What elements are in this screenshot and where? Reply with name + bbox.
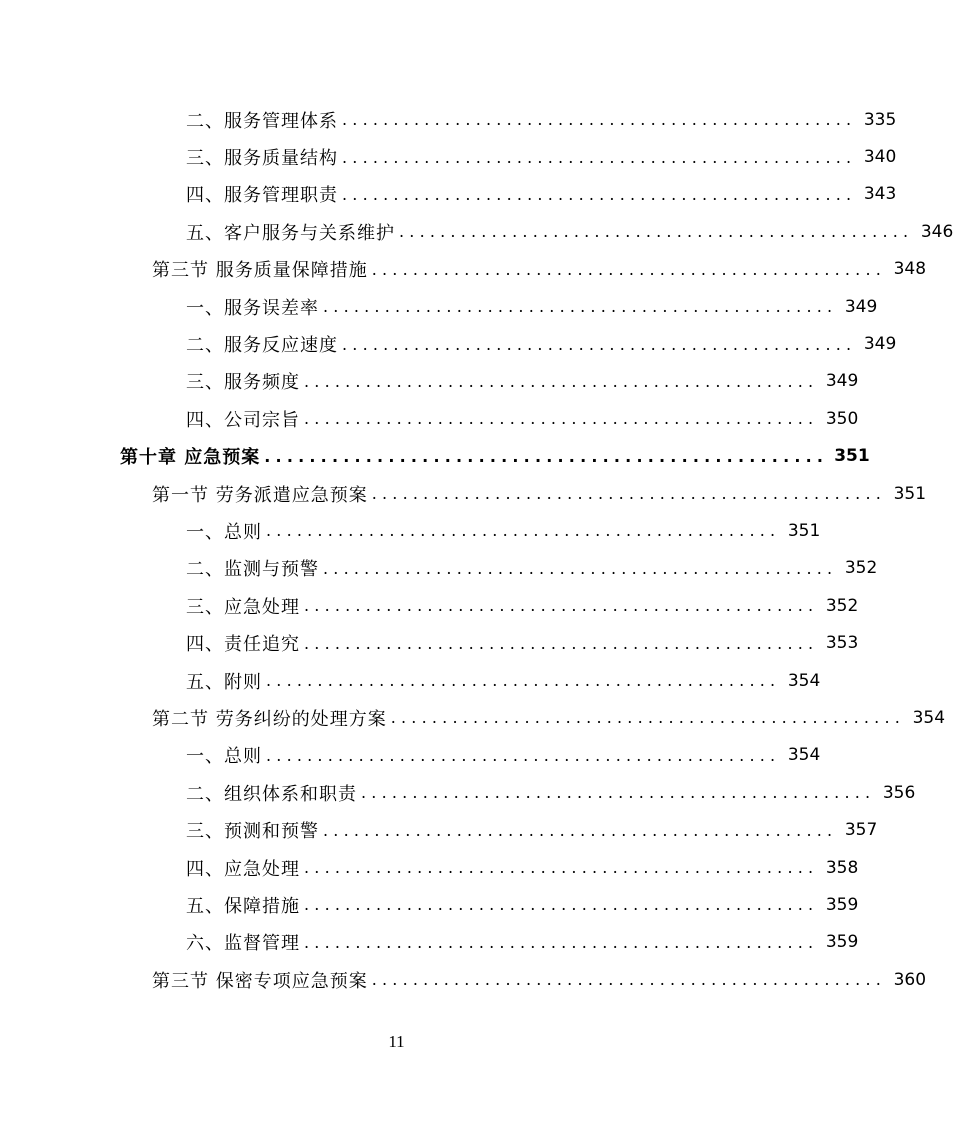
dot-leader: ..................................................	[304, 409, 819, 429]
toc-entry-page: 359	[825, 894, 859, 915]
toc-entry-title: 五、客户服务与关系维护	[186, 222, 395, 244]
dot-leader: ..................................................	[342, 184, 857, 204]
dot-leader: ..................................................	[371, 484, 887, 504]
dot-leader: ..................................................	[323, 558, 838, 578]
toc-entry-title: 四、应急处理	[186, 858, 300, 880]
toc-entry-title: 第三节 保密专项应急预案	[152, 970, 368, 992]
toc-entry-title: 一、服务误差率	[186, 297, 319, 319]
dot-leader: ..................................................	[323, 297, 838, 317]
toc-entry-page: 351	[834, 446, 870, 467]
toc-entry[interactable]	[0, 213, 953, 250]
toc-entry-page: 349	[863, 334, 897, 355]
toc-entry-title: 第三节 服务质量保障措施	[152, 260, 368, 282]
toc-entry-title: 一、总则	[186, 746, 262, 768]
toc-entry-page: 346	[920, 221, 953, 242]
toc-entry-title: 二、服务反应速度	[186, 335, 338, 357]
table-of-contents	[0, 101, 953, 998]
toc-entry-page: 351	[787, 520, 821, 541]
dot-leader: ..................................................	[342, 110, 857, 130]
toc-entry-title: 四、公司宗旨	[186, 409, 300, 431]
toc-section-entry[interactable]	[0, 699, 946, 736]
dot-leader: ..................................................	[304, 371, 819, 391]
toc-entry-page: 335	[863, 109, 897, 130]
dot-leader: ..................................................	[304, 596, 819, 616]
toc-entry[interactable]	[0, 774, 916, 811]
toc-entry-title: 第十章 应急预案	[120, 447, 261, 469]
dot-leader: ..................................................	[390, 708, 906, 728]
dot-leader: ..................................................	[342, 334, 857, 354]
toc-entry-page: 357	[844, 820, 878, 841]
toc-section-entry[interactable]	[0, 961, 927, 998]
toc-entry-page: 359	[825, 932, 859, 953]
toc-entry[interactable]	[0, 363, 859, 400]
dot-leader: ..................................................	[371, 259, 887, 279]
toc-entry-title: 三、服务质量结构	[186, 148, 338, 170]
toc-entry[interactable]	[0, 624, 859, 661]
toc-entry[interactable]	[0, 849, 859, 886]
toc-entry-page: 360	[893, 969, 927, 990]
dot-leader: ..................................................	[304, 858, 819, 877]
toc-entry-page: 353	[825, 633, 859, 654]
dot-leader: ..................................................	[304, 895, 819, 915]
toc-entry[interactable]	[0, 811, 878, 848]
toc-entry[interactable]	[0, 400, 859, 437]
toc-entry-page: 352	[844, 558, 878, 579]
toc-entry[interactable]	[0, 550, 878, 587]
dot-leader: ..................................................	[304, 932, 819, 952]
toc-entry-page: 349	[844, 296, 878, 317]
page-number: 11	[388, 1032, 405, 1051]
dot-leader: ..................................................	[266, 521, 781, 541]
toc-entry-title: 第一节 劳务派遣应急预案	[152, 484, 368, 506]
toc-entry-title: 二、组织体系和职责	[186, 783, 357, 805]
toc-section-entry[interactable]	[0, 475, 927, 512]
toc-entry-page: 340	[863, 147, 897, 168]
dot-leader: ..................................................	[371, 970, 887, 990]
toc-entry[interactable]	[0, 886, 859, 923]
dot-leader: ..................................................	[361, 783, 876, 803]
dot-leader: ..................................................	[264, 446, 829, 466]
toc-entry-title: 四、服务管理职责	[186, 185, 338, 207]
toc-entry-page: 354	[787, 670, 821, 691]
toc-entry-title: 二、监测与预警	[186, 559, 319, 581]
toc-chapter-entry[interactable]	[0, 438, 870, 475]
toc-entry-page: 349	[825, 371, 859, 392]
toc-entry-page: 350	[825, 408, 859, 429]
toc-entry-page: 352	[825, 595, 859, 616]
toc-section-entry[interactable]	[0, 251, 927, 288]
toc-entry[interactable]	[0, 924, 859, 961]
toc-entry-page: 356	[882, 782, 916, 803]
dot-leader: ..................................................	[323, 820, 838, 840]
toc-entry-page: 358	[825, 857, 859, 878]
dot-leader: ..................................................	[342, 147, 857, 167]
toc-entry-page: 343	[863, 184, 897, 205]
toc-entry[interactable]	[0, 101, 897, 138]
toc-entry-title: 五、保障措施	[186, 895, 300, 917]
toc-entry[interactable]	[0, 737, 821, 774]
toc-entry[interactable]	[0, 587, 859, 624]
toc-entry-page: 348	[893, 259, 927, 280]
toc-entry-title: 三、预测和预警	[186, 821, 319, 843]
toc-entry[interactable]	[0, 662, 821, 699]
toc-entry[interactable]	[0, 176, 897, 213]
dot-leader: ..................................................	[304, 633, 819, 653]
toc-entry[interactable]	[0, 512, 821, 549]
dot-leader: ..................................................	[399, 222, 914, 242]
toc-entry-title: 一、总则	[186, 521, 262, 543]
toc-entry-title: 二、服务管理体系	[186, 110, 338, 132]
toc-entry-title: 三、应急处理	[186, 596, 300, 618]
toc-entry-page: 351	[893, 483, 927, 504]
toc-entry-title: 五、附则	[186, 671, 262, 693]
toc-entry-title: 四、责任追究	[186, 634, 300, 656]
toc-entry-title: 第二节 劳务纠纷的处理方案	[152, 708, 387, 730]
toc-entry-page: 354	[787, 745, 821, 766]
toc-entry[interactable]	[0, 138, 897, 175]
toc-entry[interactable]	[0, 288, 878, 325]
toc-entry[interactable]	[0, 325, 897, 362]
toc-entry-page: 354	[912, 707, 946, 728]
dot-leader: ..................................................	[266, 745, 781, 765]
toc-entry-title: 六、监督管理	[186, 933, 300, 955]
toc-entry-title: 三、服务频度	[186, 372, 300, 394]
dot-leader: ..................................................	[266, 671, 781, 691]
